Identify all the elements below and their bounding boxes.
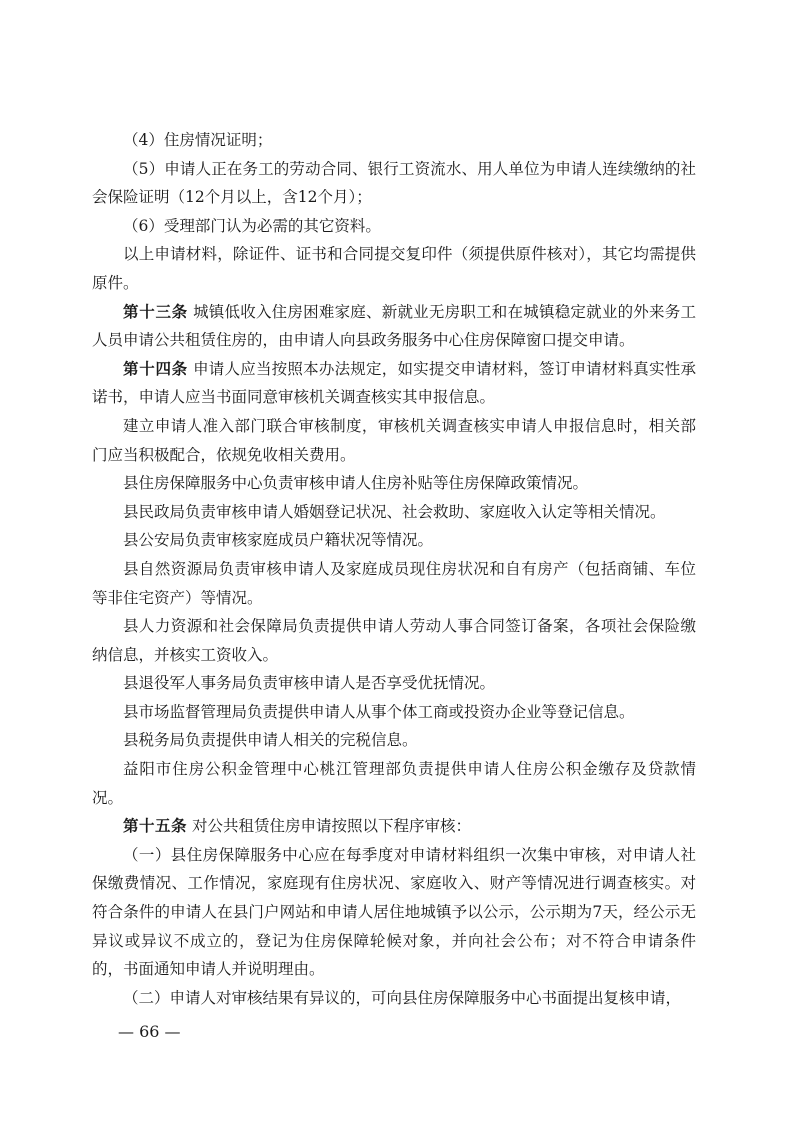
paragraph: 县市场监督管理局负责提供申请人从事个体工商或投资办企业等登记信息。 <box>123 702 635 721</box>
document-body <box>92 126 696 1012</box>
article-heading: 第十四条 <box>123 359 188 378</box>
paragraph <box>92 812 696 841</box>
paragraph: 以上申请材料，除证件、证书和合同提交复印件（须提供原件核对），其它均需提供原件。 <box>92 245 696 292</box>
paragraph: （一）县住房保障服务中心应在每季度对申请材料组织一次集中审核，对申请人社保缴费情况、工作情况，家庭现有住房状况、家庭收入、财产等情况进行调查核实。对符合条件的申请人在县门户网站和申请人居住地城镇予以公示，公示期为7天，经公示无异议或异议不成立的，登记为住房保障轮候对象，并向社会公布；对不符合申请条件的，书面通知申请人并说明理由。 <box>92 845 696 979</box>
paragraph <box>92 355 696 412</box>
paragraph: 县公安局负责审核家庭成员户籍状况等情况。 <box>123 531 434 550</box>
paragraph: 县民政局负责审核申请人婚姻登记状况、社会救助、家庭收入认定等相关情况。 <box>123 502 666 521</box>
paragraph: （5）申请人正在务工的劳动合同、银行工资流水、用人单位为申请人连续缴纳的社会保险证明（12个月以上，含12个月）； <box>92 159 696 207</box>
paragraph: 县退役军人事务局负责审核申请人是否享受优抚情况。 <box>123 674 496 693</box>
paragraph: （6）受理部门认为必需的其它资料。 <box>123 216 381 235</box>
article-text: 对公共租赁住房申请按照以下程序审核： <box>191 817 471 836</box>
paragraph <box>92 298 696 355</box>
paragraph: （二）申请人对审核结果有异议的，可向县住房保障服务中心书面提出复核申请， <box>123 988 682 1007</box>
paragraph: （4）住房情况证明； <box>123 131 273 149</box>
article-heading: 第十三条 <box>123 302 188 321</box>
article-text: 申请人应当按照本办法规定，如实提交申请材料，签订申请材料真实性承诺书，申请人应当书面同意审核机关调查核实其申报信息。 <box>92 359 696 407</box>
paragraph: 县人力资源和社会保障局负责提供申请人劳动人事合同签订备案，各项社会保险缴纳信息，并核实工资收入。 <box>92 617 696 664</box>
article-heading: 第十五条 <box>123 817 188 836</box>
paragraph: 县住房保障服务中心负责审核申请人住房补贴等住房保障政策情况。 <box>123 474 589 493</box>
page-number: — 66 — <box>118 1022 181 1041</box>
paragraph: 县税务局负责提供申请人相关的完税信息。 <box>123 731 418 750</box>
paragraph: 建立申请人准入部门联合审核制度，审核机关调查核实申请人申报信息时，相关部门应当积极配合，依规免收相关费用。 <box>92 416 696 464</box>
paragraph: 县自然资源局负责审核申请人及家庭成员现住房状况和自有房产（包括商铺、车位等非住宅资产）等情况。 <box>92 559 696 607</box>
article-text: 城镇低收入住房困难家庭、新就业无房职工和在城镇稳定就业的外来务工人员申请公共租赁住房的，由申请人向县政务服务中心住房保障窗口提交申请。 <box>92 302 696 350</box>
paragraph: 益阳市住房公积金管理中心桃江管理部负责提供申请人住房公积金缴存及贷款情况。 <box>92 760 696 807</box>
